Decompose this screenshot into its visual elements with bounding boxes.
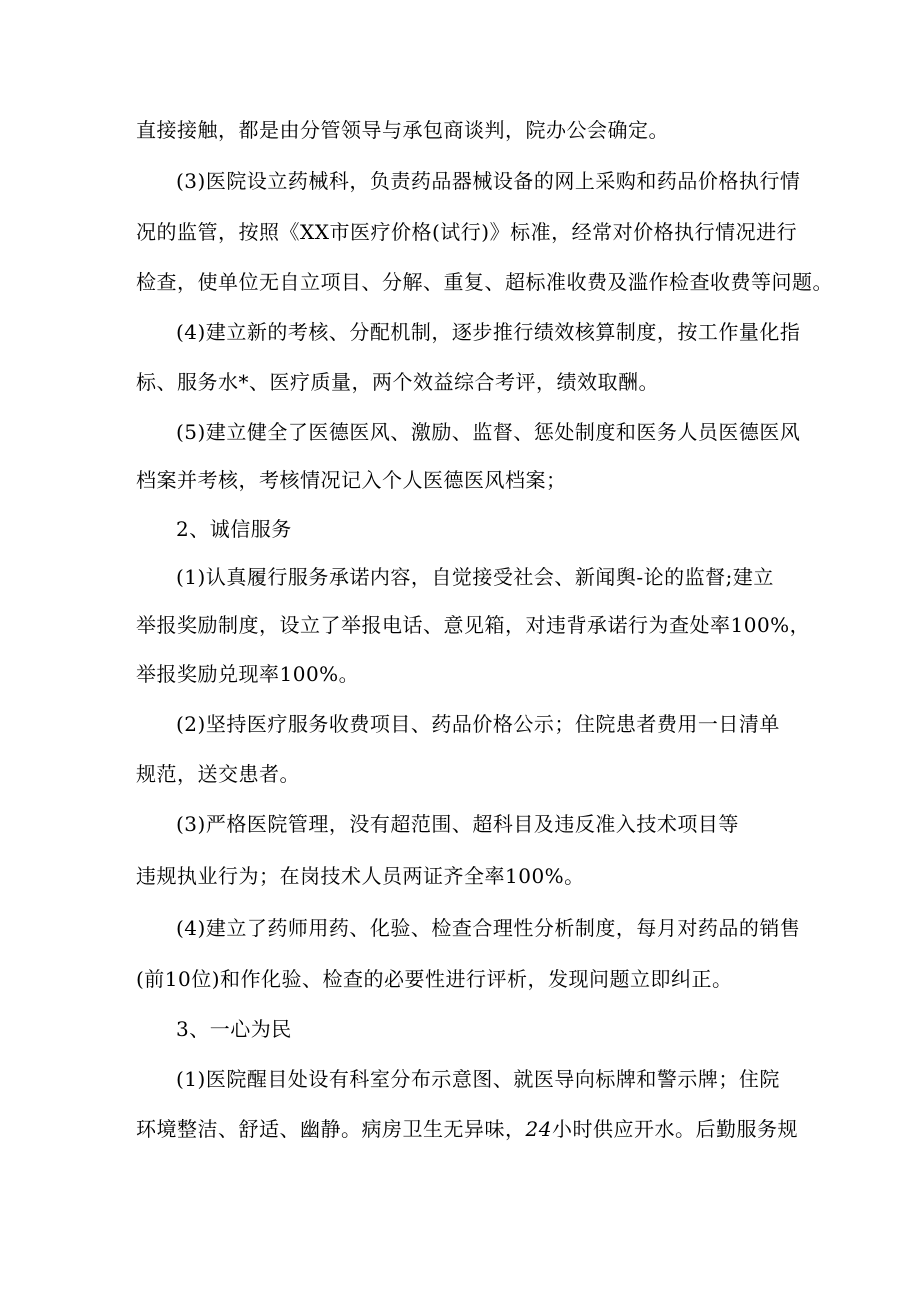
paragraph-line: (5)建立健全了医德医风、激励、监督、惩处制度和医务人员医德医风 xyxy=(176,420,801,444)
paragraph-line: (4)建立新的考核、分配机制，逐步推行绩效核算制度，按工作量化指 xyxy=(176,320,801,344)
paragraph-line: (3)严格医院管理，没有超范围、超科目及违反准入技术项目等 xyxy=(176,812,739,836)
paragraph-line: 举报奖励兑现率100%。 xyxy=(136,662,360,686)
paragraph-line: 违规执业行为；在岗技术人员两证齐全率100%。 xyxy=(136,864,585,888)
paragraph-line xyxy=(136,1117,798,1141)
paragraph-line: (3)医院设立药械科，负责药品器械设备的网上采购和药品价格执行情 xyxy=(176,169,801,193)
paragraph-line: (1)医院醒目处设有科室分布示意图、就医导向标牌和警示牌；住院 xyxy=(176,1067,780,1091)
paragraph-line: 举报奖励制度，设立了举报电话、意见箱，对违背承诺行为查处率100%， xyxy=(136,613,811,637)
paragraph-line: 直接接触，都是由分管领导与承包商谈判，院办公会确定。 xyxy=(136,118,669,142)
section-heading: 3、一心为民 xyxy=(176,1017,292,1041)
section-heading: 2、诚信服务 xyxy=(176,517,292,541)
italic-number: 24 xyxy=(525,1117,552,1141)
paragraph-line: (4)建立了药师用药、化验、检查合理性分析制度，每月对药品的销售 xyxy=(176,916,801,940)
paragraph-line: (前10位)和作化验、检查的必要性进行评析，发现问题立即纠正。 xyxy=(136,967,733,991)
paragraph-line: 标、服务水*、医疗质量，两个效益综合考评，绩效取酬。 xyxy=(136,370,659,394)
paragraph-line: 检查，使单位无自立项目、分解、重复、超标准收费及滥作检查收费等问题。 xyxy=(136,270,833,294)
paragraph-line: (2)坚持医疗服务收费项目、药品价格公示；住院患者费用一日清单 xyxy=(176,712,780,736)
paragraph-line: (1)认真履行服务承诺内容，自觉接受社会、新闻舆-论的监督;建立 xyxy=(176,565,774,589)
paragraph-text: 环境整洁、舒适、幽静。病房卫生无异味， xyxy=(136,1117,526,1141)
paragraph-line: 规范，送交患者。 xyxy=(136,762,300,786)
paragraph-line: 档案并考核，考核情况记入个人医德医风档案； xyxy=(136,468,567,492)
paragraph-text: 小时供应开水。后勤服务规 xyxy=(551,1117,798,1141)
paragraph-line: 况的监管，按照《XX市医疗价格(试行)》标准，经常对价格执行情况进行 xyxy=(136,220,798,244)
